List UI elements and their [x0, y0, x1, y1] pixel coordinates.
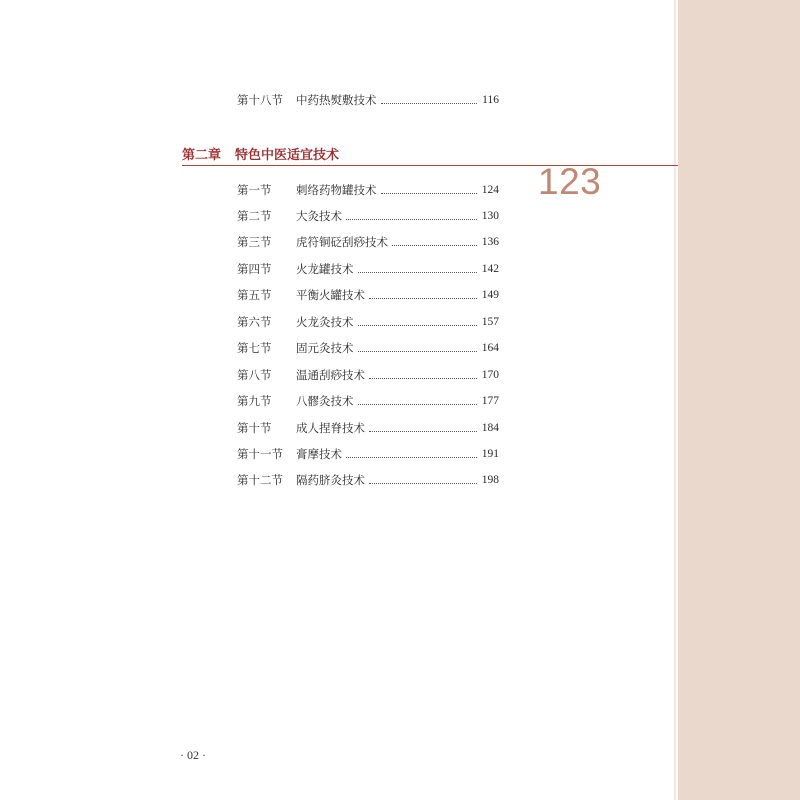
leader-dots — [381, 193, 477, 194]
toc-entry[interactable] — [237, 208, 499, 224]
page-number: 130 — [481, 210, 499, 222]
toc-entry[interactable] — [237, 340, 499, 356]
leader-dots — [358, 325, 477, 326]
toc-entry[interactable] — [237, 393, 499, 409]
section-number: 第十节 — [237, 421, 272, 435]
section-number: 第十一节 — [237, 447, 283, 461]
section-number: 第五节 — [237, 288, 272, 302]
leader-dots — [358, 272, 477, 273]
section-title: 火龙罐技术 — [296, 262, 354, 276]
leader-dots — [392, 245, 477, 246]
page-number: 191 — [481, 448, 499, 460]
section-number: 第九节 — [237, 394, 272, 408]
toc-entry[interactable] — [237, 446, 499, 462]
page-number: 149 — [481, 289, 499, 301]
page-number: 170 — [481, 369, 499, 381]
leader-dots — [381, 103, 478, 104]
chapter-rule — [182, 165, 678, 166]
page-number: 116 — [482, 94, 499, 106]
page-number: 136 — [481, 236, 499, 248]
page-number: 164 — [481, 342, 499, 354]
section-number: 第八节 — [237, 368, 272, 382]
chapter-heading[interactable] — [182, 147, 339, 165]
section-number: 第六节 — [237, 315, 272, 329]
section-title: 膏摩技术 — [296, 447, 342, 461]
toc-entry[interactable] — [237, 234, 499, 250]
section-title: 八髎灸技术 — [296, 394, 354, 408]
section-title: 大灸技术 — [296, 209, 342, 223]
chapter-start-page: 123 — [538, 161, 602, 202]
section-title: 火龙灸技术 — [296, 315, 354, 329]
toc-entry[interactable] — [237, 420, 499, 436]
side-strip — [678, 0, 800, 800]
section-title: 隔药脐灸技术 — [296, 473, 365, 487]
toc-entry[interactable] — [237, 314, 499, 330]
chapter-title: 特色中医适宜技术 — [235, 148, 340, 163]
section-title: 刺络药物罐技术 — [296, 183, 377, 197]
leader-dots — [358, 351, 477, 352]
section-title: 成人捏脊技术 — [296, 421, 365, 435]
side-strip-edge — [674, 0, 676, 800]
section-number: 第七节 — [237, 341, 272, 355]
section-number: 第四节 — [237, 262, 272, 276]
section-number: 第十八节 — [237, 93, 283, 107]
section-title: 温通刮痧技术 — [296, 368, 365, 382]
section-title: 固元灸技术 — [296, 341, 354, 355]
leader-dots — [369, 378, 477, 379]
page-number: 124 — [481, 184, 499, 196]
toc-entry[interactable] — [237, 367, 499, 383]
leader-dots — [346, 457, 477, 458]
page-number: 198 — [481, 474, 499, 486]
page-number: 157 — [481, 316, 499, 328]
section-number: 第一节 — [237, 183, 272, 197]
toc-entry[interactable] — [237, 472, 499, 488]
leader-dots — [369, 483, 477, 484]
section-title: 虎符铜砭刮痧技术 — [296, 235, 388, 249]
section-number: 第十二节 — [237, 473, 283, 487]
leader-dots — [358, 404, 477, 405]
leader-dots — [346, 219, 477, 220]
section-number: 第三节 — [237, 235, 272, 249]
toc-entry[interactable] — [237, 182, 499, 198]
toc-entry[interactable] — [237, 261, 499, 277]
page-number: 184 — [481, 422, 499, 434]
section-title: 平衡火罐技术 — [296, 288, 365, 302]
section-title: 中药热熨敷技术 — [296, 93, 377, 107]
toc-entry[interactable] — [237, 92, 499, 108]
page-footer-number: · 02 · — [180, 748, 206, 762]
leader-dots — [369, 298, 477, 299]
page-number: 177 — [481, 395, 499, 407]
toc-entry[interactable] — [237, 287, 499, 303]
chapter-number: 第二章 — [182, 148, 222, 163]
leader-dots — [369, 431, 477, 432]
section-number: 第二节 — [237, 209, 272, 223]
page-number: 142 — [481, 263, 499, 275]
